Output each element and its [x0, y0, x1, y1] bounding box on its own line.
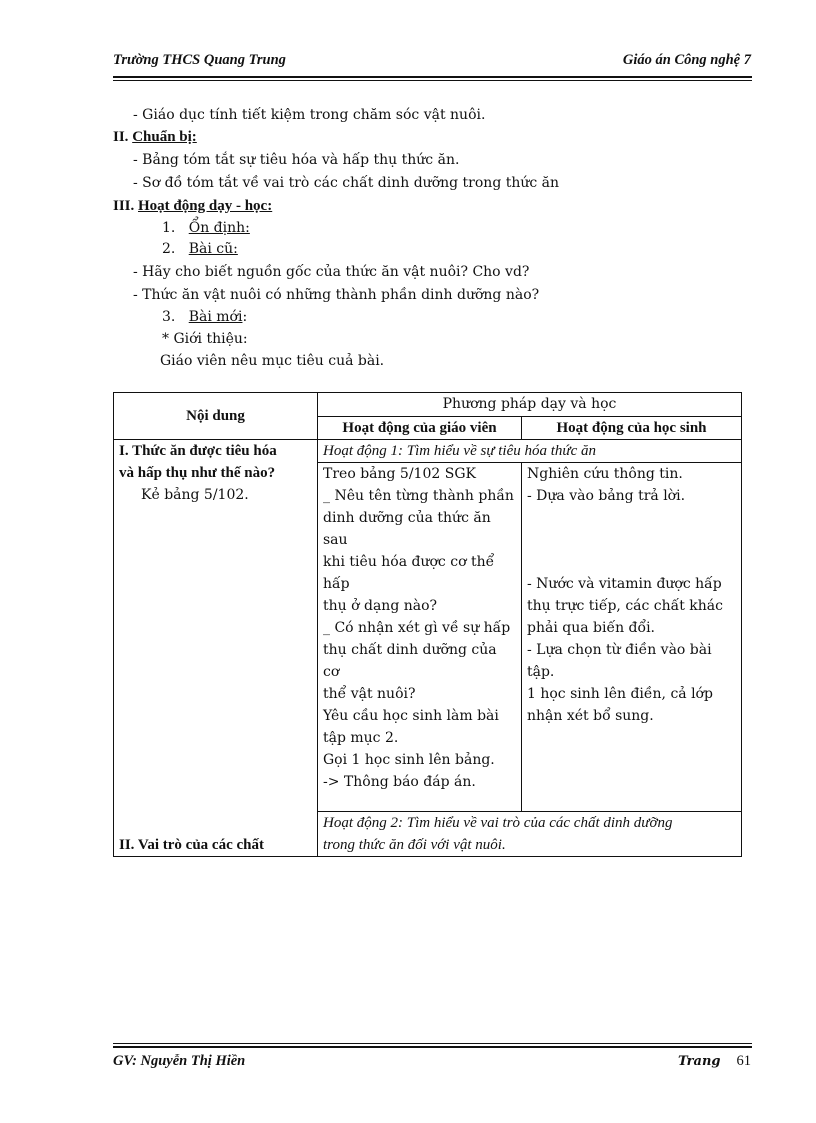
- page-label: Trang: [677, 1054, 721, 1069]
- page-header: [113, 52, 751, 76]
- teacher-line: thể vật nuôi?: [323, 686, 416, 702]
- step-2-label: Bài cũ:: [188, 241, 238, 257]
- teacher-line: thụ ở dạng nào?: [323, 598, 438, 614]
- page-number: 61: [736, 1053, 751, 1069]
- teacher-line: dinh dưỡng của thức ăn sau: [323, 510, 491, 548]
- activity-1: Hoạt động 1: Tìm hiểu về sự tiêu hóa thức ăn: [318, 440, 742, 463]
- student-line: - Dựa vào bảng trả lời.: [527, 488, 686, 504]
- section-1-cell: [114, 440, 318, 812]
- footer-rule-thin: [113, 1043, 752, 1044]
- goal-line: - Giáo dục tính tiết kiệm trong chăm sóc vật nuôi.: [133, 107, 486, 123]
- student-line: thụ trực tiếp, các chất khác: [527, 598, 723, 614]
- teacher-line: Yêu cầu học sinh làm bài: [323, 708, 499, 724]
- section-1-title: và hấp thụ như thế nào?: [119, 465, 276, 481]
- student-line: phải qua biến đổi.: [527, 620, 656, 636]
- header-student: Hoạt động của học sinh: [522, 417, 742, 440]
- teacher-line: -> Thông báo đáp án.: [323, 774, 476, 790]
- review-question: - Hãy cho biết nguồn gốc của thức ăn vật nuôi? Cho vd?: [133, 264, 530, 280]
- student-line: Nghiên cứu thông tin.: [527, 466, 683, 482]
- student-line: 1 học sinh lên điền, cả lớp: [527, 686, 713, 702]
- activity-2-line: trong thức ăn đối với vật nuôi.: [323, 837, 506, 853]
- section-2-heading: [113, 128, 197, 146]
- student-line: - Nước và vitamin được hấp: [527, 576, 722, 592]
- section-3-heading: [113, 197, 272, 215]
- teacher-line: thụ chất dinh dưỡng của cơ: [323, 642, 497, 680]
- page-footer: [113, 1053, 751, 1077]
- section-1-title: I. Thức ăn được tiêu hóa: [119, 443, 277, 459]
- section-2-table-title: II. Vai trò của các chất: [119, 837, 264, 853]
- step-2-number: 2.: [162, 241, 176, 257]
- student-line: nhận xét bổ sung.: [527, 708, 654, 724]
- footer-rule-thick: [113, 1046, 752, 1048]
- section-2-number: II.: [113, 129, 129, 145]
- step-3: [162, 308, 247, 326]
- lesson-table: [113, 392, 742, 857]
- teacher-activity-cell: [318, 463, 522, 812]
- step-1: [162, 219, 250, 237]
- teacher-line: Gọi 1 học sinh lên bảng.: [323, 752, 495, 768]
- page-indicator: [678, 1053, 751, 1070]
- prep-item: - Sơ đồ tóm tắt về vai trò các chất dinh dưỡng trong thức ăn: [133, 175, 560, 191]
- teacher-line: _ Có nhận xét gì về sự hấp: [323, 620, 511, 636]
- section-3-title: Hoạt động dạy - học:: [138, 198, 273, 214]
- intro-label: * Giới thiệu:: [162, 331, 248, 347]
- student-line: [527, 551, 736, 573]
- step-3-suffix: :: [242, 309, 248, 325]
- school-name: Trường THCS Quang Trung: [113, 52, 286, 68]
- header-rule-thick: [113, 76, 752, 78]
- step-1-label: Ổn định:: [188, 220, 250, 236]
- activity-2-line: Hoạt động 2: Tìm hiểu về vai trò của các chất dinh dưỡng: [323, 815, 673, 831]
- step-3-number: 3.: [162, 309, 176, 325]
- student-line: tập.: [527, 664, 555, 680]
- section-2-title: Chuẩn bị:: [132, 129, 197, 145]
- student-activity-cell: [522, 463, 742, 812]
- student-line: [527, 507, 736, 529]
- header-content: Nội dung: [114, 393, 318, 440]
- header-rule-thin: [113, 80, 752, 81]
- header-teacher: Hoạt động của giáo viên: [318, 417, 522, 440]
- teacher-line: Treo bảng 5/102 SGK: [323, 466, 476, 482]
- section-3-number: III.: [113, 198, 135, 214]
- student-line: [527, 529, 736, 551]
- teacher-name: GV: Nguyễn Thị Hiền: [113, 1053, 246, 1069]
- subject-title: Giáo án Công nghệ 7: [622, 52, 751, 68]
- intro-text: Giáo viên nêu mục tiêu cuả bài.: [160, 353, 385, 369]
- prep-item: - Bảng tóm tắt sự tiêu hóa và hấp thụ thức ăn.: [133, 152, 460, 168]
- section-2-cell: [114, 812, 318, 857]
- activity-2: [318, 812, 742, 857]
- student-line: - Lựa chọn từ điền vào bài: [527, 642, 712, 658]
- review-question: - Thức ăn vật nuôi có những thành phần dinh dưỡng nào?: [133, 287, 540, 303]
- teacher-line: khi tiêu hóa được cơ thể hấp: [323, 554, 495, 592]
- step-1-number: 1.: [162, 220, 176, 236]
- teacher-line: tập mục 2.: [323, 730, 399, 746]
- header-methods: Phương pháp dạy và học: [318, 393, 742, 417]
- step-2: [162, 240, 238, 258]
- step-3-label: Bài mới: [188, 309, 243, 325]
- section-1-note: Kẻ bảng 5/102.: [141, 487, 249, 503]
- teacher-line: _ Nêu tên từng thành phần: [323, 488, 514, 504]
